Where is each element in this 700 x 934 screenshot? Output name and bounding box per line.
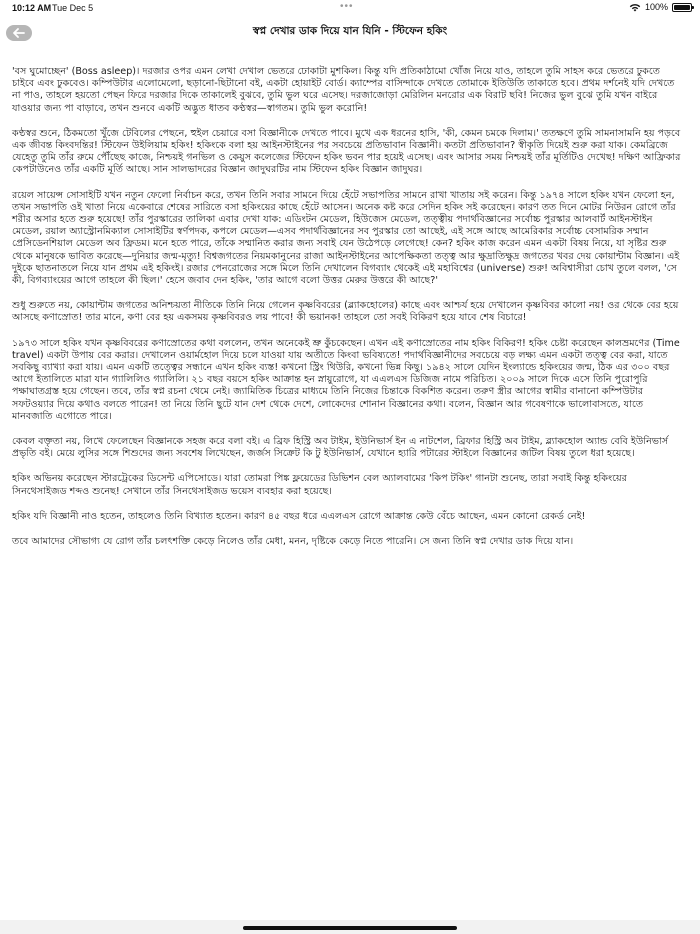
status-bar bbox=[0, 0, 700, 16]
page-title: স্বপ্ন দেখার ডাক দিয়ে যান যিনি - স্টিফেন হকিং bbox=[252, 25, 448, 37]
article-paragraph: কণ্ঠস্বর শুনে, ঠিকমতো খুঁজে টেবিলের পেছনে, হুইল চেয়ারে বসা বিজ্ঞানীকে দেখতে পাবে। মুখে এক ধরনের হাসি, 'কী, কেমন চমকে দিলাম।' ততক্ষণে তুমি সামনাসামনি হয় পড়বে এক জীবন্ত কিংবদন্তির! স্টিফেন উইলিয়াম হকিং! হকিংকে বলা হয় আইনস্টাইনের পর সবচেয়ে প্রতিভাবান বিজ্ঞানী। কতটা প্রতিভাবান? স্বীকৃতি দিয়েই শুরু করা যাক। কেমব্রিজে যেহেতু তুমি তাঁর রুমে পৌঁছেছ কাজে, নিশ্চয়ই গনভিল ও কেয়ুস কলেজের স্টিফেন হকিং ভবন পার হয়েই এসেছ। এবং আসার সময় নিশ্চয়ই তাঁর মূর্তিটিও দেখেছ! দক্ষিণ আফ্রিকার কেপটাউনেও তাঁর একটি মূর্তি আছে। সান সালভাদরের বিজ্ঞান জাদুঘরটির নাম স্টিফেন হকিং বিজ্ঞান জাদুঘর। bbox=[12, 127, 681, 176]
article-body bbox=[12, 66, 682, 561]
article-paragraph: হকিং অভিনয় করেছেন স্টারট্রেকের ডিসেন্ট এপিসোডে। যারা তোমরা পিঙ্ক ফ্লয়েডের ডিভিশন বেল অ্যালবামের 'কিপ টকিং' গানটা শুনেছ, তারা সবাই কিন্তু হকিংয়ের সিনথেসাইজড শব্দও শুনেছ! সেখানে তাঁর সিনথেসাইজড ভয়েস ব্যবহার করা হয়েছে। bbox=[12, 473, 627, 497]
wifi-icon bbox=[629, 3, 641, 12]
article-paragraph: ১৯৭৩ সালে হকিং যখন কৃষ্ণবিবরের কণাস্রোতের কথা বললেন, তখন অনেকেই ভ্রু কুঁচকেছেন। এখন এই কণাস্রোতের নাম হকিং বিকিরণ! হকিং চেষ্টা করেছেন কালভ্রমণের (Time travel) একটা উপায় বের করার। দেখালেন ওয়ার্মহোল দিয়ে চলে যাওয়া যায় অতীতে কিংবা ভবিষ্যতে! পদার্থবিজ্ঞানীদের সবচেয়ে বড় লক্ষ্য এমন একটা তত্ত্ব বের করা, যাতে সবকিছু ব্যাখ্যা করা যায়। এমন একটি তত্ত্বের সন্ধানে এখন হকিং ব্যস্ত! কখনো স্ট্রিং থিউরি, কখনো ভিন্ন কিছু। ১৯৪২ সালে যেদিন ইংল্যান্ডে হকিংয়ের জন্ম, ঠিক এর ৩০০ বছর আগে ইতালিতে মারা যান গ্যালিলিও গ্যালিলি। ২১ বছর বয়সে হকিং আক্রান্ত হন স্নায়ুরোগে, যা এএলএস ডিজিজ নামে পরিচিত। ২০০৯ সালে দিকে এসে তিনি পুরোপুরি পক্ষাঘাতগ্রস্ত হয়ে গেছেন। তবে, তাঁর স্বপ্ন রচনা থেমে নেই। জ্যামিতিক চিত্রের মাধ্যমে তিনি নিজের চিন্তাকে বিকশিত করেন। তরুণ স্ত্রীর আগের স্বামীর বানানো কম্পিউটার সফটওয়্যার দিয়ে কথাও বলতে পারেন! তা নিয়ে তিনি ছুটে যান দেশ থেকে দেশে, লোকেদের শোনান বিজ্ঞানের কথা। বলেন, বিজ্ঞান আর গবেষণাকে ভালোবাসতে, যাতে মানবজাতি এগোতে পারে। bbox=[12, 337, 680, 422]
article-paragraph: রয়েল সায়েন্স সোসাইটি যখন নতুন ফেলো নির্বাচন করে, তখন তিনি সবার সামনে দিয়ে হেঁটে সভাপতির সামনে রাখা খাতায় সই করেন। কিন্তু ১৯৭৪ সালে হকিং যখন ফেলো হন, তখন সভাপতি ওই খাতা নিয়ে একেবারে শেষের সারিতে বসা হকিংয়ের কাছে হেঁটে আসেন। অনেক কষ্ট করে সেদিন হকিং সই করেছেন। কারণ তত দিনে মোটর নিউরন রোগে তাঁর শরীর অসার হতে শুরু হয়েছে! তাঁর পুরস্কারের তালিকা এবার দেখা যাক: এডিংটন মেডেল, হিউজেস মেডেল, তত্ত্বীয় পদার্থবিজ্ঞানের সর্বোচ্চ পুরস্কার আলবার্ট আইনস্টাইন মেডেল, রয়াল অ্যাস্ট্রোনমিক্যাল সোসাইটির স্বর্ণপদক, কপলে মেডেল—এসব পদার্থবিজ্ঞানের সব পুরস্কার তো আছেই, এই সঙ্গে আছে আমেরিকার সর্বোচ্চ বেসামরিক সম্মান প্রেসিডেনশিয়াল মেডেল অব ফ্রিডম। মনে হতে পারে, তাঁকে সম্মানিত করার জন্য সবাই যেন উঠেপড়ে লেগেছে! কেন? হকিং কাজ করেন এমন একটা বিষয় নিয়ে, যা সৃষ্টির শুরু থেকে মানুষকে ভাবিত করেছে—দুনিয়ার জন্ম-মৃত্যু! বিশ্বজগতের নিয়মকানুনের রাজা আইনস্টাইনের আপেক্ষিকতা তত্ত্ব আর ক্ষুদ্রাতিক্ষুদ্র জগতের খবর দেয় কোয়ান্টাম বিজ্ঞান। এই দুইকে ছাতনাতলে নিয়ে যান প্রথম এই হকিংই। রজার পেনরোজের সঙ্গে মিলে তিনি দেখালেন বিগব্যাং থেকেই এই মহাবিশ্বের (universe) শুরু! অবিশ্বাসীরা চোখ তুলে বলল, 'সে কী, বিগব্যাংয়ের আগে তাহলে কী ছিল।' হেসে জবাব দেন হকিং, 'তার আগে বলো উত্তর মেরুর উত্তরে কী আছে?' bbox=[12, 189, 680, 287]
article-paragraph: 'বস ঘুমোচ্ছেন' (Boss asleep)। দরজার ওপর এমন লেখা দেখাল ভেতরে ঢোকাটা মুশকিল। কিন্তু যদি প্রতিকাঠামো খোঁজ নিয়ে যাও, তাহলে তুমি সাহস করে ভেতরে ঢুকতে চাইবে এবং ঢুকবেও। কম্পিউটার এলোমেলো, ছড়ানো-ছিটানো বই, একটা হোয়াইট বোর্ড। ক্যাম্পের বাসিন্দাকে দেখতে তোমাকে ইতিউতি তাকাতে হবে। প্রথম দর্শনেই যদি দেখতে না পাও, তাহলে হয়তো পেছন ফিরে দরজার দিকে তাকালেই বুঝবে, তুমি ভুল ঘরে এসেছ। দরজাজোড়া মেরিলিন মনরোর এক বিরাট ছবি! নিজের ভুল বুঝে তুমি যখন বাইরে যাওয়ার জন্য পা বাড়াবে, তখন শুনবে একটি অদ্ভুত ধাতব কণ্ঠস্বর—স্বাগতম। তুমি ভুল করোনি! bbox=[12, 66, 675, 114]
article-paragraph: শুধু শুরুতে নয়, কোয়ান্টাম জগতের অনিশ্চয়তা নীতিকে তিনি নিয়ে গেলেন কৃষ্ণবিবরের (ব্ল্যাকহোলের) কাছে এবং আশ্চর্য হয়ে দেখালেন কৃষ্ণবিবর কালো নয়! ওর থেকে বের হয়ে আসছে কণাস্রোত! তার মানে, কণা বের হয় একসময় কৃষ্ণবিবরও লয় পাবে! কী ভয়ানক! তাহলে তো সবই বিকিরণ হয়ে যাবে শেষ বিচারে! bbox=[12, 300, 679, 324]
home-indicator[interactable] bbox=[243, 926, 457, 930]
status-indicators bbox=[629, 2, 692, 12]
article-paragraph: কেবল বক্তৃতা নয়, লিখে ফেলেছেন বিজ্ঞানকে সহজ করে বলা বই। এ ব্রিফ হিস্ট্রি অব টাইম, ইউনিভার্স ইন এ নাটশেল, ব্রিফার হিস্ট্রি অব টাইম, ব্ল্যাকহোল অ্যান্ড বেবি ইউনিভার্স প্রভৃতি বই। মেয়ে লুসির সঙ্গে শিশুদের জন্য সবশেষ লিখেছেন, জর্জস সিক্রেট কি টু ইউনিভার্স, যেখানে হ্যারি পটারের স্টাইলে বিজ্ঞানের জটিল বিষয় তুলে ধরা হয়েছে। bbox=[12, 436, 669, 460]
status-time: 10:12 AM bbox=[12, 3, 52, 13]
article-paragraph: তবে আমাদের সৌভাগ্য যে রোগ তাঁর চলৎশক্তি কেড়ে নিলেও তাঁর মেধা, মনন, দৃষ্টিকে কেড়ে নিতে পারেনি। সে জন্য তিনি স্বপ্ন দেখার ডাক দিয়ে যান। bbox=[12, 536, 574, 548]
multitasking-dots[interactable]: ••• bbox=[340, 1, 354, 12]
battery-percent: 100% bbox=[644, 2, 668, 12]
battery-icon bbox=[672, 3, 692, 12]
battery-fill bbox=[674, 5, 690, 10]
status-date: Tue Dec 5 bbox=[52, 3, 94, 13]
article-paragraph: হকিং যদি বিজ্ঞানী নাও হতেন, তাহলেও তিনি বিখ্যাত হতেন। কারণ ৪৫ বছর ধরে এএলএস রোগে আক্রান্ত কেউ বেঁচে আছেন, এমন কোনো রেকর্ড নেই! bbox=[12, 510, 586, 522]
